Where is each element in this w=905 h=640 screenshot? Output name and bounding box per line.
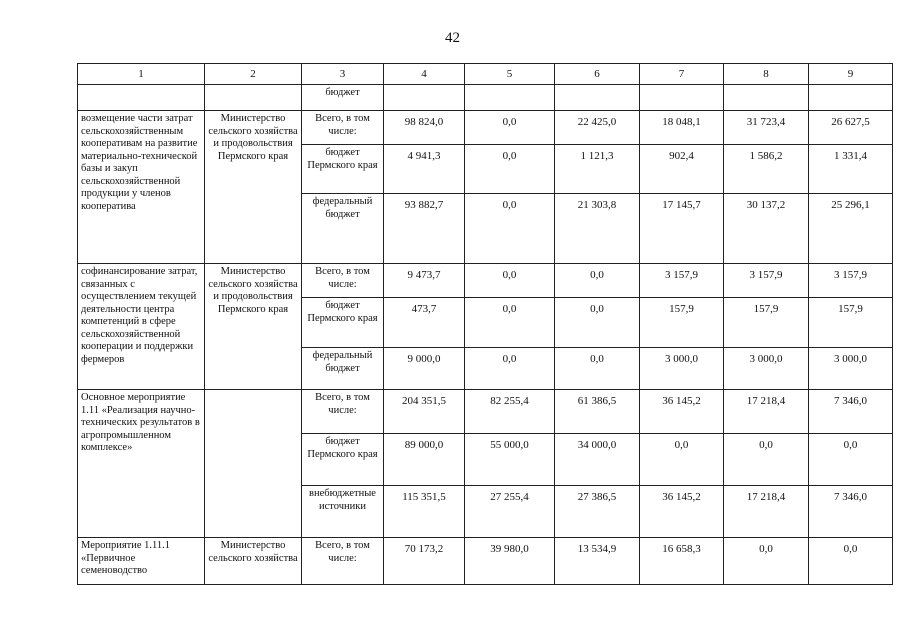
header-cell: 4 [384,64,465,85]
value-cell: 1 331,4 [809,145,893,194]
funding-source-cell: Всего, в том числе: [302,111,384,145]
header-cell: 2 [205,64,302,85]
value-cell [384,85,465,111]
header-cell: 7 [640,64,724,85]
value-cell: 17 218,4 [724,390,809,434]
table-row [78,390,893,434]
value-cell: 27 255,4 [465,486,555,538]
description-cell [78,85,205,111]
value-cell: 17 218,4 [724,486,809,538]
value-cell: 25 296,1 [809,194,893,264]
value-cell: 27 386,5 [555,486,640,538]
funding-source-cell: федеральный бюджет [302,348,384,390]
value-cell: 55 000,0 [465,434,555,486]
value-cell: 0,0 [555,298,640,348]
value-cell: 36 145,2 [640,486,724,538]
value-cell: 3 157,9 [724,264,809,298]
value-cell: 39 980,0 [465,538,555,585]
value-cell: 7 346,0 [809,390,893,434]
value-cell: 17 145,7 [640,194,724,264]
funding-source-cell: бюджет Пермского края [302,145,384,194]
value-cell [640,85,724,111]
value-cell: 89 000,0 [384,434,465,486]
funding-source-cell: федеральный бюджет [302,194,384,264]
value-cell [809,85,893,111]
value-cell: 0,0 [555,264,640,298]
value-cell: 36 145,2 [640,390,724,434]
funding-source-cell: внебюджетные источники [302,486,384,538]
table-row [78,538,893,585]
value-cell: 13 534,9 [555,538,640,585]
value-cell: 9 000,0 [384,348,465,390]
value-cell: 4 941,3 [384,145,465,194]
value-cell: 16 658,3 [640,538,724,585]
description-cell: возмещение части затрат сельскохозяйственным кооперативам на развитие материально-технической базы и закуп сельскохозяйственной продукции у членов кооператива [78,111,205,264]
budget-table [77,63,893,585]
value-cell: 30 137,2 [724,194,809,264]
description-cell: софинансирование затрат, связанных с осуществлением текущей деятельности центра компетенций в сфере сельскохозяйственной кооперации и поддержки фермеров [78,264,205,390]
header-cell: 8 [724,64,809,85]
funding-source-cell: Всего, в том числе: [302,538,384,585]
value-cell: 34 000,0 [555,434,640,486]
value-cell: 0,0 [724,538,809,585]
value-cell: 9 473,7 [384,264,465,298]
value-cell: 3 000,0 [724,348,809,390]
table-row [78,264,893,298]
value-cell: 0,0 [465,298,555,348]
value-cell: 0,0 [465,348,555,390]
value-cell: 3 157,9 [640,264,724,298]
value-cell: 1 121,3 [555,145,640,194]
value-cell: 21 303,8 [555,194,640,264]
value-cell: 0,0 [465,194,555,264]
funding-source-cell: Всего, в том числе: [302,390,384,434]
value-cell: 98 824,0 [384,111,465,145]
funding-source-cell: бюджет Пермского края [302,434,384,486]
value-cell: 157,9 [724,298,809,348]
value-cell: 0,0 [465,111,555,145]
value-cell: 22 425,0 [555,111,640,145]
value-cell: 93 882,7 [384,194,465,264]
responsible-cell: Министерство сельского хозяйства и продовольствия Пермского края [205,264,302,390]
responsible-cell: Министерство сельского хозяйства и продовольствия Пермского края [205,111,302,264]
funding-source-cell: Всего, в том числе: [302,264,384,298]
description-cell: Основное мероприятие 1.11 «Реализация научно-технических результатов в агропромышленном комплексе» [78,390,205,538]
value-cell: 31 723,4 [724,111,809,145]
funding-source-cell: бюджет Пермского края [302,298,384,348]
value-cell: 0,0 [465,264,555,298]
value-cell: 157,9 [640,298,724,348]
header-row [78,64,893,85]
value-cell: 7 346,0 [809,486,893,538]
value-cell: 61 386,5 [555,390,640,434]
value-cell: 902,4 [640,145,724,194]
value-cell: 0,0 [640,434,724,486]
value-cell: 26 627,5 [809,111,893,145]
value-cell: 115 351,5 [384,486,465,538]
value-cell: 0,0 [809,434,893,486]
header-cell: 3 [302,64,384,85]
responsible-cell: Министерство сельского хозяйства [205,538,302,585]
value-cell: 3 157,9 [809,264,893,298]
value-cell: 70 173,2 [384,538,465,585]
value-cell: 0,0 [465,145,555,194]
table-row [78,85,893,111]
funding-source-cell: бюджет [302,85,384,111]
header-cell: 6 [555,64,640,85]
table-row [78,111,893,145]
value-cell [724,85,809,111]
responsible-cell [205,390,302,538]
description-cell: Мероприятие 1.11.1 «Первичное семеноводство [78,538,205,585]
value-cell: 0,0 [555,348,640,390]
value-cell: 82 255,4 [465,390,555,434]
header-cell: 5 [465,64,555,85]
value-cell: 157,9 [809,298,893,348]
value-cell: 204 351,5 [384,390,465,434]
value-cell: 473,7 [384,298,465,348]
value-cell [555,85,640,111]
page-number: 42 [445,30,460,46]
responsible-cell [205,85,302,111]
value-cell [465,85,555,111]
value-cell: 0,0 [809,538,893,585]
value-cell: 3 000,0 [640,348,724,390]
value-cell: 18 048,1 [640,111,724,145]
value-cell: 0,0 [724,434,809,486]
header-cell: 9 [809,64,893,85]
value-cell: 1 586,2 [724,145,809,194]
header-cell: 1 [78,64,205,85]
value-cell: 3 000,0 [809,348,893,390]
